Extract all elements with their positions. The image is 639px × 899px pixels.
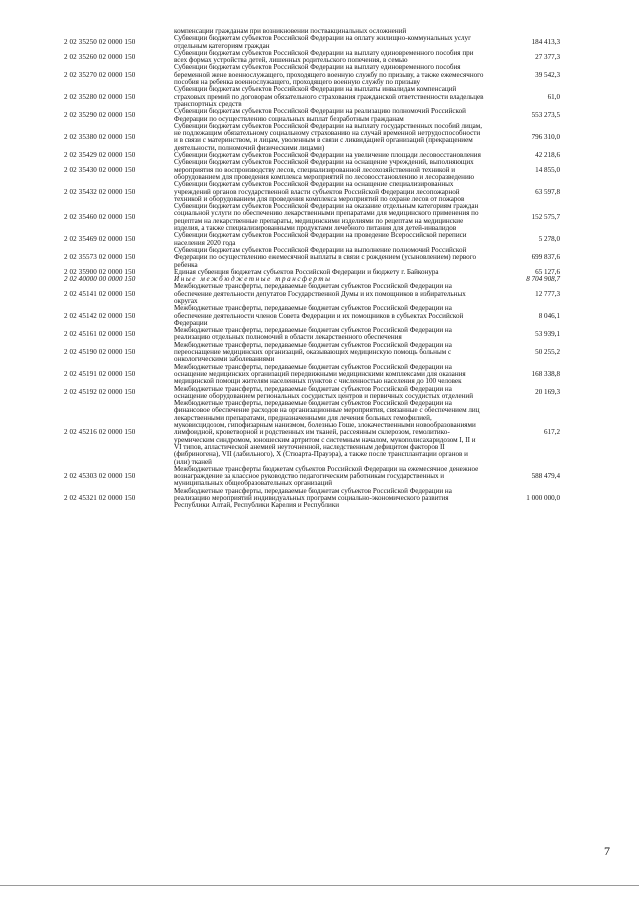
row-code: 2 02 45142 02 0000 150 [64, 311, 136, 320]
table-row [64, 488, 560, 510]
row-description: Субвенции бюджетам субъектов Российской Федерации на выплаты инвалидам компенсаций страховых премий по договорам обязательного страхования гражданской ответственности владельцев транспортных средств [174, 85, 484, 108]
row-description: Субвенции бюджетам субъектов Российской Федерации на реализацию полномочий Российской Федерации по осуществлению социальных выплат безработным гражданам [174, 107, 466, 123]
row-description: Субвенции бюджетам субъектов Российской Федерации на оплату жилищно-коммунальных услуг отдельным категориям граждан [174, 34, 472, 50]
row-amount: 617,2 [544, 428, 560, 437]
page-bottom-rule [0, 885, 639, 886]
row-code: 2 02 35429 02 0000 150 [64, 151, 136, 160]
table-row [64, 342, 560, 364]
row-description: Межбюджетные трансферты, передаваемые бюджетам субъектов Российской Федерации на оснащение оборудованием региональных сосудистых центров и первичных сосудистых отделений [174, 384, 474, 400]
page-number: 7 [604, 844, 610, 858]
row-code: 2 02 35469 02 0000 150 [64, 234, 136, 243]
row-amount: 796 310,0 [531, 132, 560, 141]
table-row [64, 232, 560, 247]
row-description: Субвенции бюджетам субъектов Российской Федерации на увеличение площади лесовосстановления [174, 151, 481, 160]
table-row [64, 181, 560, 203]
row-amount: 699 837,6 [531, 253, 560, 262]
row-description: Единая субвенция бюджетам субъектов Российской Федерации и бюджету г. Байконура [174, 267, 439, 276]
row-amount: 8 704 908,7 [526, 275, 560, 284]
row-description: Субвенции бюджетам субъектов Российской Федерации на оснащение специализированных учреждений органов государственной власти субъектов Российской Федерации лесопожарной техникой и оборудованием для проведения комплекса мероприятий по охране лесов от пожаров [174, 180, 465, 203]
table-row [64, 466, 560, 488]
row-code: 2 02 35290 02 0000 150 [64, 110, 136, 119]
row-amount: 63 597,8 [535, 187, 560, 196]
row-code: 2 02 40000 00 0000 150 [64, 275, 136, 284]
row-code: 2 02 35430 02 0000 150 [64, 165, 136, 174]
row-code: 2 02 45303 02 0000 150 [64, 472, 136, 481]
row-code: 2 02 45191 02 0000 150 [64, 369, 136, 378]
row-amount: 50 255,2 [535, 348, 560, 357]
row-code: 2 02 35573 02 0000 150 [64, 253, 136, 262]
row-description: Межбюджетные трансферты, передаваемые бюджетам субъектов Российской Федерации на финансовое обеспечение расходов на организационные мероприятия, связанные с обеспечением лиц лекарственными препаратами, предназначенными для лечения больных гемофилией, муковисцидозом, гипофизарным нанизмом, болезнью Гоше, злокачественными новообразованиями лимфоидной, кроветворной и родственных им тканей, рассеянным склерозом, гемолитико-уремическим синдромом, юношеским артритом с системным началом, мукополисахаридозом I, II и VI типов, апластической анемией неуточненной, наследственным дефицитом факторов II (фибриногена), VII (лабильного), X (Стюарта-Прауэра), а также после трансплантации органов и (или) тканей [174, 399, 480, 466]
table-row [64, 123, 560, 152]
row-description: Межбюджетные трансферты, передаваемые бюджетам субъектов Российской Федерации на переоснащение медицинских организаций, оказывающих медицинскую помощь больным с онкологическими заболеваниями [174, 340, 452, 364]
table-row [64, 305, 560, 327]
row-amount: 8 046,1 [538, 311, 560, 320]
budget-table [64, 28, 560, 510]
table-row [64, 247, 560, 269]
row-description: Межбюджетные трансферты, передаваемые бюджетам субъектов Российской Федерации на обеспечение деятельности депутатов Государственной Думы и их помощников в избирательных округах [174, 282, 466, 305]
row-description: Субвенции бюджетам субъектов Российской Федерации на выполнение полномочий Российской Федерации по осуществлению ежемесячной выплаты в связи с рождением (усыновлением) первого ребенка [174, 245, 476, 269]
table-row [64, 386, 560, 401]
table-row [64, 400, 560, 466]
table-row [64, 108, 560, 123]
row-description: Субвенции бюджетам субъектов Российской Федерации на оснащение учреждений, выполняющих мероприятия по воспроизводству лесов, специализированной лесохозяйственной техникой и оборудованием для проведения комплекса мероприятий по лесовосстановлению и лесоразведению [174, 158, 475, 181]
row-description: Субвенции бюджетам субъектов Российской Федерации на выплату государственных пособий лицам, не подлежащим обязательному социальному страхованию на случай временной нетрудоспособности и в связи с материнством, и лицам, уволенным в связи с ликвидацией организаций (прекращением деятельности, полномочий физическими лицами) [174, 121, 483, 152]
row-description: Межбюджетные трансферты, передаваемые бюджетам субъектов Российской Федерации на оснащение медицинских организаций передвижными медицинскими комплексами для оказания медицинской помощи жителям населенных пунктов с численностью населения до 100 человек [174, 362, 466, 386]
row-amount: 152 575,7 [531, 213, 560, 222]
row-amount: 588 479,4 [531, 472, 560, 481]
table-row [64, 50, 560, 65]
row-description: Субвенции бюджетам субъектов Российской Федерации на выплату единовременного пособия при всех формах устройства детей, лишенных родительского попечения, в семью [174, 48, 474, 65]
row-code: 2 02 45216 02 0000 150 [64, 428, 136, 437]
row-description: Субвенции бюджетам субъектов Российской Федерации на выплату единовременного пособия беременной жене военнослужащего, проходящего военную службу по призыву, а также ежемесячного пособия на ребенка военнослужащего, проходящего военную службу по призыву [174, 63, 484, 87]
row-description: Межбюджетные трансферты бюджетам субъектов Российской Федерации на ежемесячное денежное вознаграждение за классное руководство педагогическим работникам государственных и муниципальных общеобразовательных организаций [174, 464, 479, 488]
row-description: Межбюджетные трансферты, передаваемые бюджетам субъектов Российской Федерации на обеспечение деятельности членов Совета Федерации и их помощников в субъектах Российской Федерации [174, 304, 464, 327]
table-row [64, 203, 560, 232]
row-code: 2 02 35432 02 0000 150 [64, 187, 136, 196]
table-row [64, 86, 560, 108]
row-amount: 20 169,3 [535, 388, 560, 397]
table-row [64, 35, 560, 50]
row-amount: 61,0 [547, 92, 560, 101]
table-row [64, 64, 560, 86]
row-description: Субвенции бюджетам субъектов Российской Федерации на проведение Всероссийской переписи населения 2020 года [174, 231, 467, 247]
row-description: Субвенции бюджетам субъектов Российской Федерации на оказание отдельным категориям граждан социальной услуги по обеспечению лекарственными препаратами для медицинского применения по рецептам на лекарственные препараты, медицинскими изделиями по рецептам на медицинские изделия, а также специализированными продуктами лечебного питания для детей-инвалидов [174, 202, 479, 233]
row-code: 2 02 45141 02 0000 150 [64, 289, 136, 298]
row-code: 2 02 45190 02 0000 150 [64, 348, 136, 357]
row-code: 2 02 35380 02 0000 150 [64, 132, 136, 141]
row-code: 2 02 35250 02 0000 150 [64, 37, 136, 46]
row-amount: 42 218,6 [535, 151, 560, 160]
table-row [64, 327, 560, 342]
row-amount: 184 413,3 [531, 37, 560, 46]
row-amount: 1 000 000,0 [526, 494, 560, 502]
row-code: 2 02 35260 02 0000 150 [64, 52, 136, 61]
row-code: 2 02 35460 02 0000 150 [64, 213, 136, 222]
row-amount: 27 377,3 [535, 52, 560, 61]
row-amount: 553 273,5 [531, 110, 560, 119]
row-amount: 5 278,0 [538, 234, 560, 243]
table-row [64, 364, 560, 386]
row-code: 2 02 35270 02 0000 150 [64, 70, 136, 79]
table-row [64, 283, 560, 305]
row-amount: 65 127,6 [535, 267, 560, 276]
row-amount: 39 542,3 [535, 70, 560, 79]
row-description: Иные межбюджетные трансферты [174, 275, 332, 284]
table-row [64, 159, 560, 181]
row-amount: 53 939,1 [535, 329, 560, 338]
row-code: 2 02 35280 02 0000 150 [64, 92, 136, 101]
row-code: 2 02 35900 02 0000 150 [64, 267, 136, 276]
row-description: компенсации гражданам при возникновении поствакцинальных осложнений [174, 27, 407, 35]
row-code: 2 02 45321 02 0000 150 [64, 494, 136, 502]
row-amount: 168 338,8 [531, 369, 560, 378]
row-code: 2 02 45192 02 0000 150 [64, 388, 136, 397]
row-code: 2 02 45161 02 0000 150 [64, 329, 136, 338]
row-description: Межбюджетные трансферты, передаваемые бюджетам субъектов Российской Федерации на реализацию мероприятий индивидуальных программ социально-экономического развития Республики Алтай, Республики Карелия и Республики [174, 486, 452, 510]
row-amount: 12 777,3 [535, 289, 560, 298]
row-amount: 14 855,0 [535, 165, 560, 174]
row-description: Межбюджетные трансферты, передаваемые бюджетам субъектов Российской Федерации на реализацию отдельных полномочий в области лекарственного обеспечения [174, 326, 452, 342]
